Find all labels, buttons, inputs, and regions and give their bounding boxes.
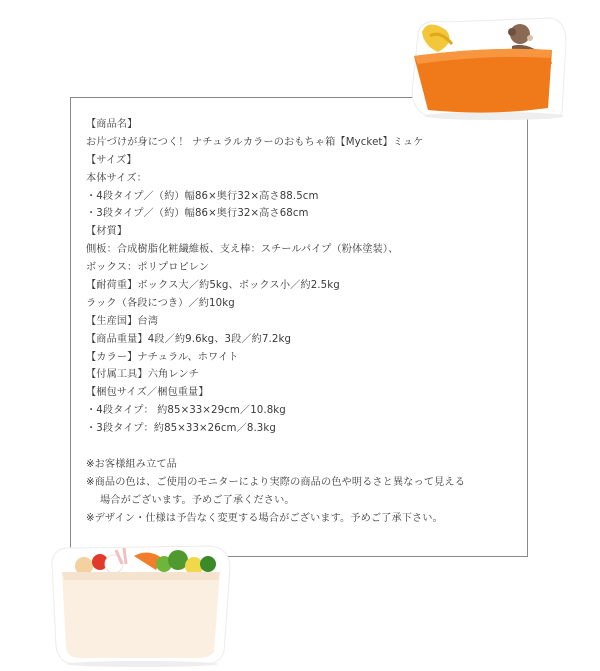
country-of-origin: 【生産国】台湾 xyxy=(86,315,159,327)
note-design: ※デザイン・仕様は予告なく変更する場合がございます。予めご了承下さい。 xyxy=(86,512,443,524)
package-4tier: ・4段タイプ： 約85×33×29cm／10.8kg xyxy=(86,405,286,417)
load-rack: ラック（各段につき）／約10kg xyxy=(86,297,235,309)
product-name: お片づけが身につく！ ナチュラルカラーのおもちゃ箱【Mycket】ミュケ xyxy=(86,136,424,148)
note-assembly: ※お客様組み立て品 xyxy=(86,458,177,470)
orange-toy-box-icon xyxy=(400,12,570,122)
material-heading: 【材質】 xyxy=(86,226,128,238)
load-capacity: 【耐荷重】ボックス大／約5kg、ボックス小／約2.5kg xyxy=(86,280,340,292)
blank-line xyxy=(86,438,522,456)
cream-toy-box-icon xyxy=(44,542,236,668)
product-weight: 【商品重量】4段／約9.6kg、3段／約7.2kg xyxy=(86,333,292,345)
product-name-heading: 【商品名】 xyxy=(86,119,138,130)
material-box: ボックス：ポリプロピレン xyxy=(86,262,210,274)
package-heading: 【梱包サイズ／梱包重量】 xyxy=(86,387,209,399)
size-4tier: ・4段タイプ／（約）幅86×奥行32×高さ88.5cm xyxy=(86,190,319,202)
note-color: ※商品の色は、ご使用のモニターにより実際の商品の色や明るさと異なって見える xyxy=(86,476,465,488)
colors: 【カラー】ナチュラル、ホワイト xyxy=(86,351,239,363)
package-3tier: ・3段タイプ：約85×33×26cm／8.3kg xyxy=(86,423,276,435)
material-side: 側板：合成樹脂化粧繊維板、支え棒：スチールパイプ（粉体塗装）、 xyxy=(86,244,399,256)
size-heading: 【サイズ】 xyxy=(86,154,137,166)
included-tools: 【付属工具】六角レンチ xyxy=(86,369,199,381)
size-3tier: ・3段タイプ／（約）幅86×奥行32×高さ68cm xyxy=(86,208,309,220)
body-size-label: 本体サイズ： xyxy=(86,172,147,184)
note-color-cont: 場合がございます。予めご了承ください。 xyxy=(100,494,295,506)
spec-text xyxy=(86,116,522,527)
